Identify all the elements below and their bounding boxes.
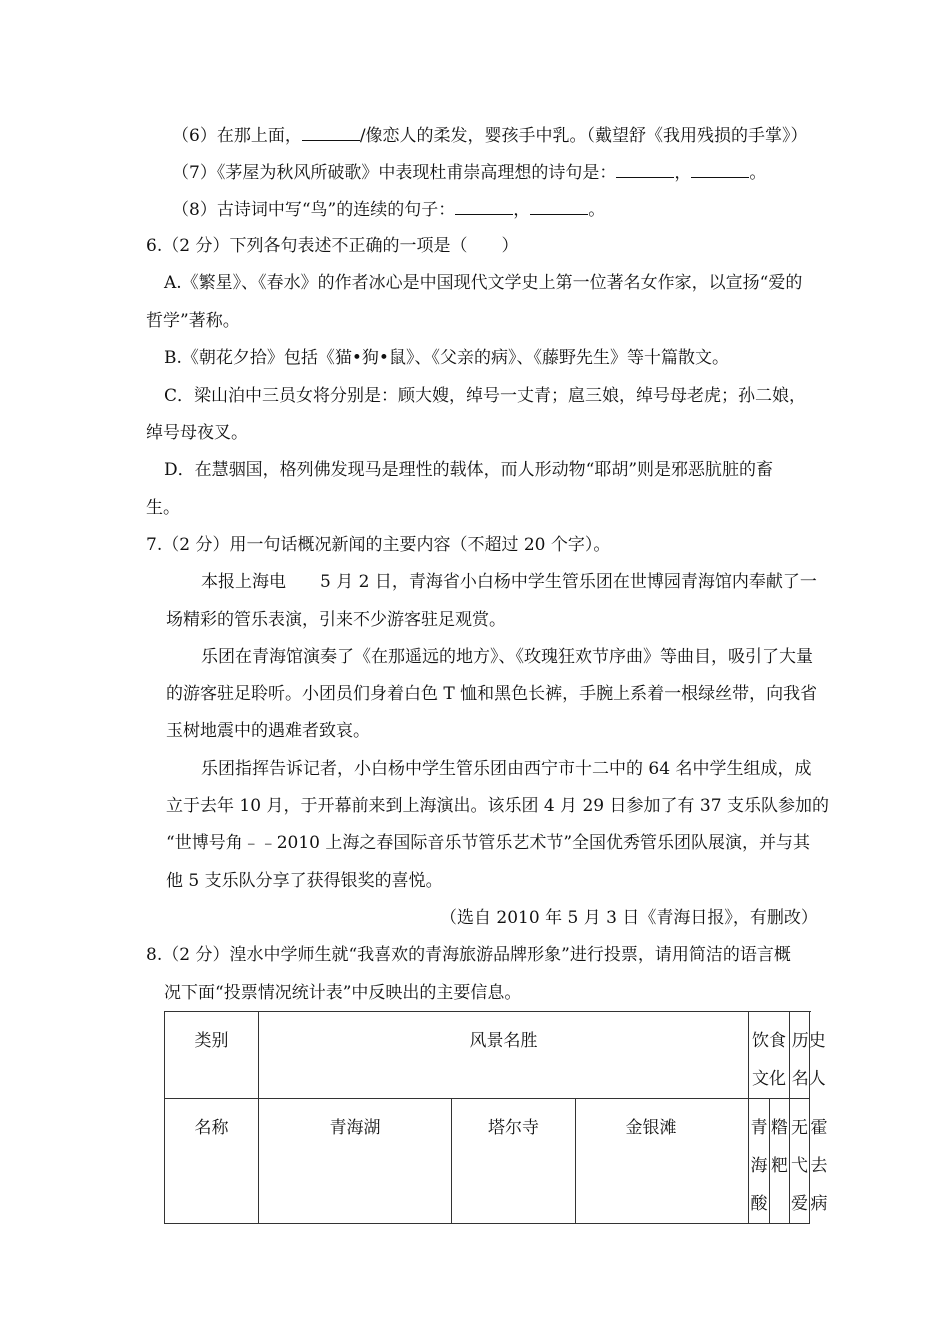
name-cell: 塔尔寺 [452,1099,576,1224]
q6-option-d-cont: 生。 [146,498,180,518]
answer-blank[interactable] [616,161,674,178]
q5-item8 [172,198,605,221]
news-para1-line2: 场精彩的管乐表演，引来不少游客驻足观赏。 [166,610,506,630]
scenic-header-cell: 风景名胜 [259,1012,749,1099]
q5-item8-before: （8）古诗词中写“鸟”的连续的句子： [172,200,456,220]
q6-option-a: A.《繁星》、《春水》的作者冰心是中国现代文学史上第一位著名女作家，以宣扬“爱的 [164,273,803,293]
name-cell: 金银滩 [576,1099,749,1224]
news-para3-line1: 乐团指挥告诉记者，小白杨中学生管乐团由西宁市十二中的 64 名中学生组成，成 [201,759,812,779]
category-label-cell: 类别 [165,1012,259,1099]
name-label-cell: 名称 [165,1099,259,1224]
q6-option-d: D．在慧骃国，格列佛发现马是理性的载体，而人形动物“耶胡”则是邪恶肮脏的畜 [164,460,774,480]
q5-item6 [172,124,808,147]
answer-blank[interactable] [455,198,513,215]
q5-item6-after: /像恋人的柔发，婴孩手中乳。（戴望舒《我用残损的手掌》） [359,126,808,146]
vote-statistics-table [164,1011,828,1224]
news-para1-line1: 本报上海电 5 月 2 日，青海省小白杨中学生管乐团在世博园青海馆内奉献了一 [201,572,817,592]
q7-stem: 7.（2 分）用一句话概况新闻的主要内容（不超过 20 个字）。 [146,535,611,555]
q5-item7-end: 。 [749,163,767,183]
q5-item7-sep: ， [674,163,692,183]
name-cell: 青海湖 [259,1099,452,1224]
q5-item8-sep: ， [513,200,531,220]
answer-blank[interactable] [530,198,588,215]
history-header-cell: 历史名人 [790,1012,810,1099]
answer-blank[interactable] [302,124,360,141]
q5-item8-end: 。 [588,200,606,220]
name-cell: 糌粑 [770,1099,790,1224]
news-source: （选自 2010 年 5 月 3 日《青海日报》，有删改） [440,908,818,928]
name-cell: 青海酸 [749,1099,770,1224]
q6-option-b: B.《朝花夕拾》包括《猫•狗•鼠》、《父亲的病》、《藤野先生》等十篇散文。 [164,348,729,368]
food-header-cell: 饮食文化 [749,1012,790,1099]
q6-option-c: C．梁山泊中三员女将分别是：顾大嫂，绰号一丈青；扈三娘，绰号母老虎；孙二娘， [164,386,807,406]
q5-item7 [172,161,766,184]
news-para3-line2: 立于去年 10 月，于开幕前来到上海演出。该乐团 4 月 29 日参加了有 37 支乐队参加的 [166,796,829,816]
q5-item7-before: （7）《茅屋为秋风所破歌》中表现杜甫崇高理想的诗句是： [172,163,617,183]
name-cell: 无弋爱 [790,1099,810,1224]
q8-stem-cont: 况下面“投票情况统计表”中反映出的主要信息。 [164,983,522,1003]
table-row [165,1012,810,1099]
q5-item6-before: （6）在那上面， [172,126,302,146]
q6-stem: 6.（2 分）下列各句表述不正确的一项是（ ） [146,236,519,256]
table-row: 名称 青海湖 塔尔寺 金银滩 青海酸 糌粑 无弋爱 霍去病 [165,1099,810,1224]
news-para3-line4: 他 5 支乐队分享了获得银奖的喜悦。 [166,871,443,891]
news-para2-line1: 乐团在青海馆演奏了《在那遥远的地方》、《玫瑰狂欢节序曲》等曲目，吸引了大量 [201,647,813,667]
news-para2-line2: 的游客驻足聆听。小团员们身着白色 T 恤和黑色长裤，手腕上系着一根绿丝带，向我省 [166,684,818,704]
news-para3-line3: “世博号角﹣﹣2010 上海之春国际音乐节管乐艺术节”全国优秀管乐团队展演，并与其 [166,833,811,853]
q6-option-a-cont: 哲学”著称。 [146,311,240,331]
q6-option-c-cont: 绰号母夜叉。 [146,423,248,443]
answer-blank[interactable] [691,161,749,178]
q8-stem: 8.（2 分）湟水中学师生就“我喜欢的青海旅游品牌形象”进行投票，请用简洁的语言概 [146,945,791,965]
news-para2-line3: 玉树地震中的遇难者致哀。 [166,721,370,741]
